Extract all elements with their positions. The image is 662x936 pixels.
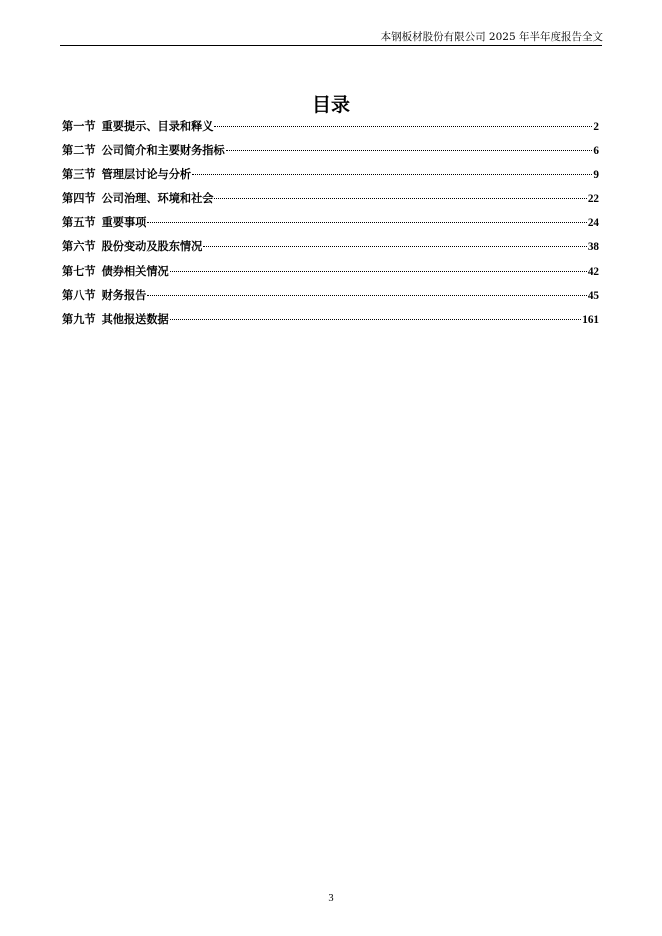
toc-entry-4[interactable] (62, 191, 599, 215)
toc-section-name: 股份变动及股东情况 (101, 239, 203, 254)
page-number: 3 (328, 893, 334, 904)
toc-leader-dots (170, 319, 582, 320)
toc-section-name: 管理层讨论与分析 (101, 167, 192, 182)
toc-title: 目录 (311, 94, 350, 116)
toc-leader-dots (147, 222, 586, 223)
toc-section-number: 第八节 (62, 287, 96, 302)
toc-page-number: 22 (587, 193, 599, 206)
toc-page-number: 9 (593, 169, 599, 182)
toc-section-number: 第一节 (62, 119, 96, 133)
toc-leader-dots (203, 246, 587, 247)
toc-page-number: 38 (587, 241, 599, 254)
toc-section-number: 第六节 (62, 239, 96, 254)
toc-leader-dots (214, 198, 586, 199)
toc-section-name: 公司治理、环境和社会 (101, 191, 214, 206)
toc-section-number: 第九节 (62, 311, 96, 326)
toc-entry-8[interactable] (62, 288, 599, 312)
toc-entry-5[interactable] (62, 215, 599, 239)
toc-section-number: 第五节 (62, 215, 96, 230)
toc-page-number: 2 (593, 121, 599, 133)
toc-section-number: 第四节 (62, 191, 96, 206)
toc-page-number: 6 (593, 145, 599, 158)
toc-section-number: 第三节 (62, 167, 96, 182)
toc-section-name: 债券相关情况 (101, 263, 169, 278)
toc-page-number: 45 (587, 289, 599, 302)
table-of-contents (62, 119, 599, 336)
toc-section-number: 第二节 (62, 143, 96, 158)
toc-entry-7[interactable] (62, 264, 599, 288)
toc-leader-dots (147, 295, 586, 296)
toc-entry-6[interactable] (62, 239, 599, 263)
toc-entry-3[interactable] (62, 167, 599, 191)
toc-section-name: 重要事项 (101, 215, 147, 230)
toc-section-name: 财务报告 (101, 287, 147, 302)
toc-page-number: 161 (582, 313, 599, 326)
header-divider (60, 45, 602, 46)
toc-section-name: 重要提示、目录和释义 (101, 119, 214, 133)
toc-section-name: 公司简介和主要财务指标 (101, 143, 225, 158)
running-header: 本钢板材股份有限公司 2025 年半年度报告全文 (380, 31, 603, 43)
toc-page-number: 42 (587, 265, 599, 278)
toc-page-number: 24 (587, 217, 599, 230)
toc-leader-dots (214, 126, 592, 127)
toc-entry-2[interactable] (62, 143, 599, 167)
toc-leader-dots (192, 174, 592, 175)
toc-section-name: 其他报送数据 (101, 311, 169, 326)
toc-leader-dots (226, 150, 593, 151)
toc-entry-1[interactable] (62, 119, 599, 143)
toc-leader-dots (170, 271, 587, 272)
toc-section-number: 第七节 (62, 263, 96, 278)
toc-entry-9[interactable] (62, 312, 599, 336)
